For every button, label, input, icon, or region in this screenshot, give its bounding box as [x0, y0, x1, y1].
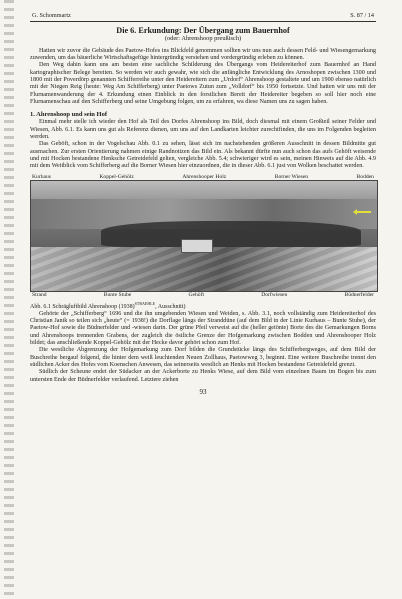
photo-sky — [31, 181, 377, 199]
body-paragraph: Die westliche Abgrenzung der Hofgemarkung zum Dorf bilden die Grundstücke längs des Schifferbergweges, auf dem Bild der Buschreihe bergauf folgend, die hinter dem weiß leuchtenden Neuen Zollhaus, Paetowweg 3, beginnt. Eine weitere Buschreihe trennt den südlichen Acker des Hofes vom Koenschen Anwesen, das seinerseits westlich an Henks mit Hocken bestandene Getreidefeld grenzt. — [30, 347, 376, 369]
green-arrow-icon — [357, 211, 371, 213]
figure-label: Kurhaus — [32, 173, 51, 180]
figure-label: Bodden — [356, 173, 374, 180]
header-page-ref: S. 87 / 14 — [350, 12, 374, 19]
chapter-title: Die 6. Erkundung: Der Übergang zum Bauernhof — [116, 26, 290, 35]
intro-paragraph: Den Weg dahin kann uns am besten eine sachliche Schilderung des Übergangs vom Heidereiterhof zum Bauernhof an Hand kartographischer Belege bereiten. So werden wir auch gewahr, wie sich die anfängliche Entwicklung des Arnoshopen zwischen 1300 und 1800 mit der Poverdörp genannten Schifferreihe unter den Heidereitern zum „Urdorf“ Ahrenshoop gestaltete und um 1900 ebenso natürlich mit der Niegen Reig (heute: Weg Am Schifferberg) unter Paetows Zutun zum „Volldorf“ bis 1950 fortsetzte. Und hatten wir uns mit der Flurnamenwanderung der 4. Erkundung einen Einblick in den forstlichen Bereit der Heidereiter begeben so soll hier noch eine Flurnamenschau auf den Schifferberg und seine Umgebung folgen, um zu erfahren, wa diese Namen uns zu sagen haben. — [30, 62, 376, 105]
intro-paragraph: Hatten wir zuvor die Gebäude des Paetow-Hofes ins Blickfeld genommen sollten wir uns nun auch dessen Feld- und Wiesengemarkung zuwenden, um das bäuerliche Wirtschaftsgefüge hintergründig verstehen und vordergründig erleben zu können. — [30, 47, 376, 61]
section-heading: 1. Ahrenshoop und sein Hof — [30, 111, 108, 119]
body-paragraph: Südlich der Scheune endet der Südacker an der Ackerborte zu Henks Wiese, auf dem Bild vom einzelnen Baum im Bogen bis zum untersten Ende der Büdnerfelder verlaufend. Letztere ziehen — [30, 369, 376, 383]
caption-superscript: STRAEHLE — [134, 300, 156, 306]
section-paragraph: Das Geböft, schon in der Vogelschau Abb. 0.1 zu sehen, lässt sich im nachstehenden größeren Ausschnitt in dessen Bildmitte gut ausmachen. Zur ersten Orientierung nahmen einige Randnotizen das Bild ein. Als bekannt dürfte nun auch schon das aufs Gehöft weisende und mit Hocken bestandene Henksche Getreidefeld gelten, vergleiche Abb. 5.4; schwieriger wird es sein, meinen Hinweis auf die Abb. 4.9 mit dem Weitblick vom Schifferberg auf die Borner Wiesen hier einzuordnen, die in dieser Abb. 6.1 just von Wolken beschattet werden. — [30, 141, 376, 170]
figure-label: Strand — [32, 292, 47, 299]
photo-stripes — [31, 247, 377, 291]
document-page — [30, 12, 376, 396]
figure-label: Büdnerfelder — [344, 292, 374, 299]
body-paragraph: Gehörte der „Schifferberg“ 1696 und die ihn umgebenden Wiesen und Weiden, s. Abb. 3.1, noch vollständig zum Heidereiterhof des Christian Janik so teilen sich „heute“ (= 1938!) die Dorflage längs der Stranddüne (auf dem Bild in der Linie Kurhaus – Bunte Stube), der Paetow-Hof sowie die Büdnerfelder und -wiesen darin. Der grüne Pfeil verweist auf die (heller getönte) Borte des die Gemarkungen Borns und Ahrenshoops trennenden Grabens, der zugleich die östliche Grenze der Hofgemarkung zwischen Bodden und Ahrenshooper Holz bildet; das anschließende Koppel-Gehölz mit der Hecke davor gehört schon zum Hof. — [30, 310, 376, 347]
figure-bottom-labels — [30, 292, 376, 299]
header-author: G. Schommartz — [32, 12, 71, 19]
figure-label: Koppel-Gehölz — [99, 173, 134, 180]
photo-farmstead — [181, 239, 213, 253]
running-header — [30, 12, 376, 19]
chapter-subtitle: (oder: Ahrenshoop preußisch) — [164, 35, 242, 42]
caption-prefix: Abb. 6.1 Schrägluftbild Ahrenshoop (1938) — [30, 303, 135, 310]
figure-label: Bunte Stube — [103, 292, 132, 299]
binding-edge — [4, 0, 14, 599]
header-rule — [30, 21, 376, 22]
section-paragraph: Einmal mehr stelle ich wieder den Hof als Teil des Dorfes Ahrenshoop ins Bild, doch diesmal mit einem Großteil seiner Felder und Wiesen, Abb. 6.1. Es kann uns gut als Referenz dienen, um uns auf den Landkarten leichter zurechtfinden, die uns im Folgenden begleiten werden. — [30, 119, 376, 140]
figure-label: Borner Wiesen — [274, 173, 309, 180]
aerial-photo — [30, 180, 378, 292]
figure-label: Dorfwiesen — [261, 292, 288, 299]
figure-caption — [30, 300, 376, 311]
figure-label: Ahrenshooper Holz — [182, 173, 227, 180]
figure-6-1 — [30, 174, 376, 311]
page-number: 93 — [199, 388, 207, 397]
photo-woods — [101, 221, 361, 247]
figure-label: Gehöft — [188, 292, 205, 299]
caption-suffix: , Ausschnitt) — [155, 303, 186, 310]
